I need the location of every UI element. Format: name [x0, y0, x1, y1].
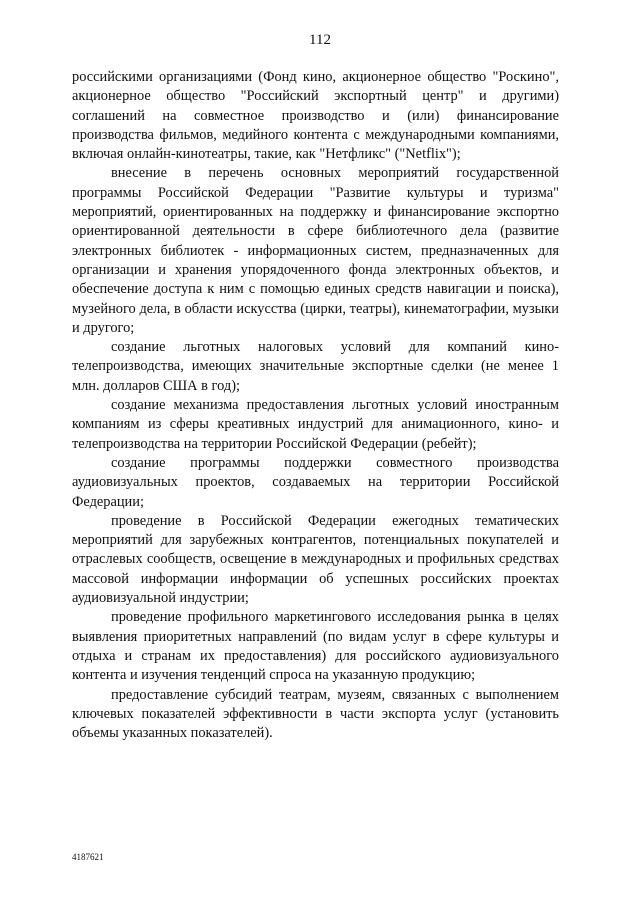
document-body [72, 68, 559, 743]
paragraph-library-support: внесение в перечень основных мероприятий государственной программы Российской Федерации "Развитие культуры и туризма" мероприятий, ориентированных на поддержку и финансирование экспортно ориентированной деятельности в сфере библиотечного дела (развитие электронных библиотек - информационных систем, предназначенных для организации и хранения упорядоченного фонда электронных объектов, и обеспечение доступа к ним с помощью единых средств навигации и поиска), музейного дела, в области искусства (цирки, театры), кинематографии, музыки и другого; [72, 165, 559, 336]
paragraph-rebate-mechanism: создание механизма предоставления льготных условий иностранным компаниям из сферы креативных индустрий для анимационного, кино- и телепроизводства на территории Российской Федерации (ребейт); [72, 397, 559, 452]
paragraph-subsidies: предоставление субсидий театрам, музеям, связанных с выполнением ключевых показателей эффективности в части экспорта услуг (установить объемы указанных показателей). [72, 686, 559, 742]
document-code: 4187621 [72, 852, 104, 862]
paragraph-tax-conditions: создание льготных налоговых условий для компаний кино-телепроизводства, имеющих значительные экспортные сделки (не менее 1 млн. долларов США в год); [72, 339, 559, 394]
paragraph-continuation: российскими организациями (Фонд кино, акционерное общество "Роскино", акционерное общество "Российский экспортный центр" и другими) соглашений на совместное производство и (или) финансирование производства фильмов, медийного контента с международными компаниями, включая онлайн-кинотеатры, такие, как "Нетфликс" ("Netflix"); [72, 69, 559, 163]
paragraph-market-research: проведение профильного маркетингового исследования рынка в целях выявления приоритетных направлений (по видам услуг в сфере культуры и отдыха и странам их предоставления) для российского аудиовизуального контента и изучения тенденций спроса на указанную продукцию; [72, 609, 559, 684]
paragraph-coproduction-program: создание программы поддержки совместного производства аудиовизуальных проектов, создаваемых на территории Российской Федерации; [72, 454, 559, 510]
page-number: 112 [309, 32, 331, 48]
paragraph-thematic-events: проведение в Российской Федерации ежегодных тематических мероприятий для зарубежных контрагентов, потенциальных покупателей и отраслевых сообществ, освещение в международных и профильных средствах массовой информации информации об успешных российских проектах аудиовизуальной индустрии; [72, 512, 559, 607]
